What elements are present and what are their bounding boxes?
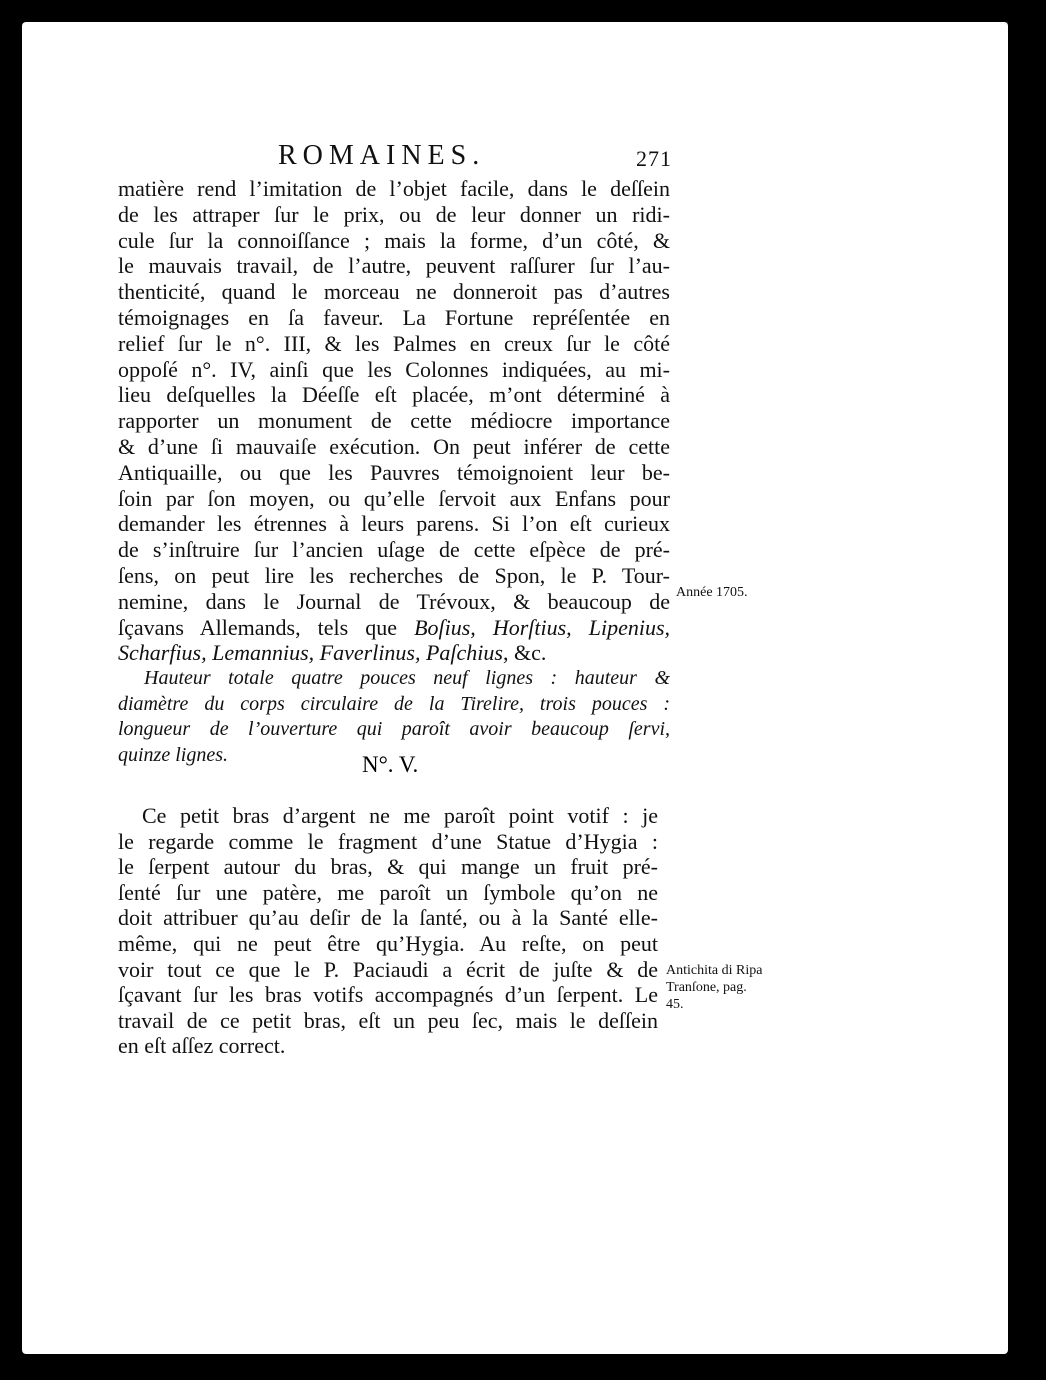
- text-line: travail de ce petit bras, eſt un peu ſec, mais le deſſein: [118, 1007, 658, 1033]
- text-line: & d’une ſi mauvaiſe exécution. On peut inférer de cette: [118, 433, 670, 459]
- text-line: diamètre du corps circulaire de la Tirelire, trois pouces :: [118, 692, 670, 715]
- text-line: Antiquaille, ou que les Pauvres témoignoient leur be-: [118, 459, 670, 485]
- text-line: matière rend l’imitation de l’objet facile, dans le deſſein: [118, 176, 670, 201]
- text-line: Hauteur totale quatre pouces neuf lignes : hauteur &: [144, 667, 670, 690]
- text-line: le ſerpent autour du bras, & qui mange un fruit pré-: [118, 854, 658, 880]
- paragraph-2: [118, 803, 658, 1059]
- margin-note-line: 45.: [666, 997, 684, 1012]
- text-line: [118, 640, 670, 666]
- text-line: relief ſur le n°. III, & les Palmes en creux ſur le côté: [118, 330, 670, 356]
- text-line: de s’inſtruire ſur l’ancien uſage de cette eſpèce de pré-: [118, 537, 670, 563]
- text-line: longueur de l’ouverture qui paroît avoir beaucoup ſervi,: [118, 718, 670, 741]
- text-line: Ce petit bras d’argent ne me paroît point votif : je: [142, 803, 658, 828]
- text-line: de les attraper ſur le prix, ou de leur donner un ridi-: [118, 201, 670, 227]
- text-line: le mauvais travail, de l’autre, peuvent raſſurer ſur l’au-: [118, 253, 670, 279]
- margin-note-line: Tranſone, pag.: [666, 980, 747, 995]
- body-text: [118, 176, 670, 769]
- italic-names: Scharfius, Lemannius, Faverlinus, Paſchius: [118, 640, 503, 666]
- text-line: en eſt aſſez correct.: [118, 1033, 286, 1059]
- page-number: 271: [636, 146, 672, 171]
- text-line: thenticité, quand le morceau ne donneroit pas d’autres: [118, 279, 670, 305]
- section-heading: N°. V.: [362, 752, 419, 777]
- text-line: cule ſur la connoiſſance ; mais la forme, d’un côté, &: [118, 227, 670, 253]
- text-line: voir tout ce que le P. Paciaudi a écrit de juſte & de: [118, 956, 658, 982]
- text-line: lieu deſquelles la Déeſſe eſt placée, m’ont déterminé à: [118, 382, 670, 408]
- text-line: rapporter un monument de cette médiocre importance: [118, 408, 670, 434]
- text-line: ſenté ſur une patère, me paroît un ſymbole qu’on ne: [118, 879, 658, 905]
- running-head: [112, 140, 672, 180]
- text-line: oppoſé n°. IV, ainſi que les Colonnes indiquées, au mi-: [118, 356, 670, 382]
- paragraph-1: [118, 176, 670, 666]
- text-line: quinze lignes.: [118, 743, 228, 766]
- margin-note-reference: [666, 962, 762, 1013]
- text-line: [118, 615, 670, 641]
- text-line: nemine, dans le Journal de Trévoux, & beaucoup de: [118, 588, 670, 614]
- text-line: témoignages en ſa faveur. La Fortune repréſentée en: [118, 304, 670, 330]
- text-line: le regarde comme le fragment d’une Statue d’Hygia :: [118, 828, 658, 854]
- text-run: , &c.: [502, 640, 547, 666]
- margin-note-line: Antichita di Ripa: [666, 963, 763, 978]
- italic-names: Boſius, Horſtius, Lipenius,: [414, 614, 671, 640]
- page-edge-artifact: [968, 22, 1008, 92]
- text-line: ſens, on peut lire les recherches de Spon, le P. Tour-: [118, 562, 670, 588]
- text-line: demander les étrennes à leurs parens. Si l’on eſt curieux: [118, 511, 670, 537]
- text-line: doit attribuer qu’au deſir de la ſanté, ou à la Santé elle-: [118, 905, 658, 931]
- text-line: même, qui ne peut être qu’Hygia. Au reſte, on peut: [118, 930, 658, 956]
- margin-note-year: Année 1705.: [676, 585, 748, 600]
- text-line: ſoin par ſon moyen, ou qu’elle ſervoit aux Enfans pour: [118, 485, 670, 511]
- text-run: ſçavans Allemands, tels que: [118, 614, 415, 640]
- text-line: ſçavant ſur les bras votifs accompagnés d’un ſerpent. Le: [118, 982, 658, 1008]
- running-head-title: ROMAINES.: [278, 140, 486, 171]
